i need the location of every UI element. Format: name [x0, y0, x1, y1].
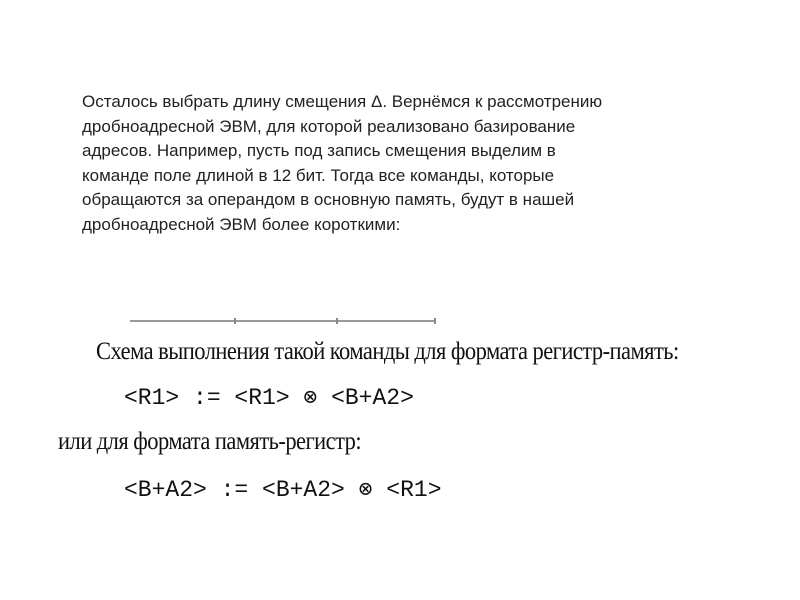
paragraph-line-2: дробноадресной ЭВМ, для которой реализовано базирование: [82, 116, 576, 136]
scheme-title-register-memory: Схема выполнения такой команды для формата регистр-память:: [96, 338, 679, 365]
divider-tick: [336, 318, 338, 324]
formula-register-memory: <R1> := <R1> ⊗ <B+A2>: [124, 385, 414, 411]
scheme-title-memory-register: или для формата память-регистр:: [58, 428, 362, 455]
formula-memory-register: <B+A2> := <B+A2> ⊗ <R1>: [124, 477, 442, 503]
scanned-divider-line: [130, 320, 436, 322]
paragraph-line-4: команде поле длиной в 12 бит. Тогда все команды, которые: [82, 165, 555, 185]
divider-tick: [434, 318, 436, 324]
explanation-paragraph: [82, 90, 722, 237]
paragraph-line-3: адресов. Например, пусть под запись смещения выделим в: [82, 141, 556, 160]
paragraph-line-1: Осталось выбрать длину смещения Δ. Вернёмся к рассмотрению: [82, 92, 603, 111]
paragraph-line-6: дробноадресной ЭВМ более короткими:: [82, 214, 401, 234]
divider-tick: [234, 318, 236, 324]
paragraph-line-5: обращаются за операндом в основную память, будут в нашей: [82, 190, 575, 209]
